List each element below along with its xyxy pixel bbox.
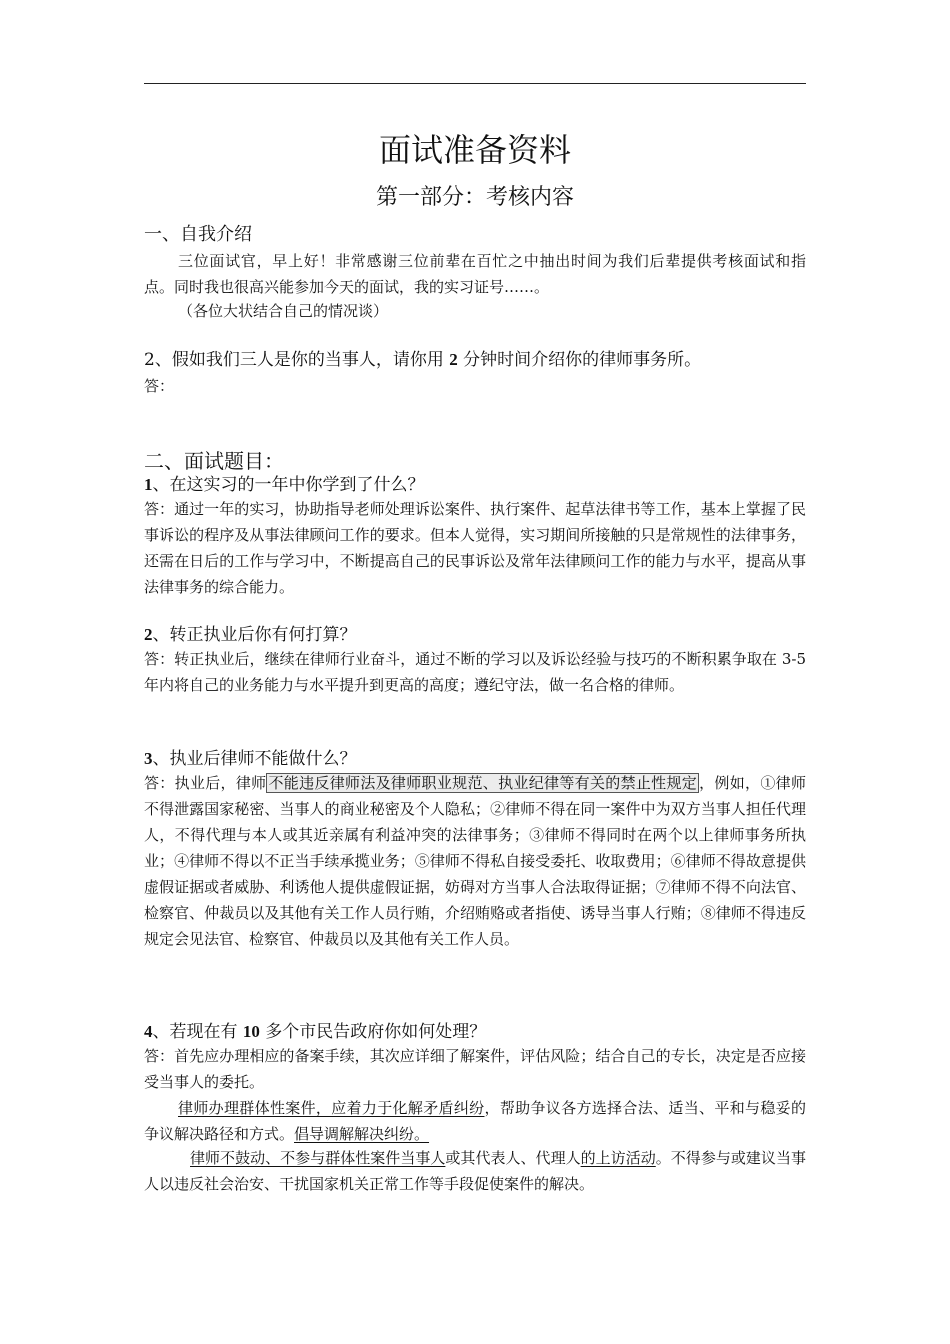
question-introduce-firm: 2、假如我们三人是你的当事人，请你用 2 分钟时间介绍你的律师事务所。 xyxy=(144,350,702,370)
answer-4-paragraph-2: 律师办理群体性案件，应着力于化解矛盾纠纷，帮助争议各方选择合法、适当、平和与稳妥的争议解决路径和方式。倡导调解解决纠纷。 xyxy=(144,1099,806,1143)
answer-1: 答：通过一年的实习，协助指导老师处理诉讼案件、执行案件、起草法律书等工作，基本上掌握了民事诉讼的程序及从事法律顾问工作的要求。但本人觉得，实习期间所接触的只是常规性的法律事务，还需在日后的工作与学习中，不断提高自己的民事诉讼及常年法律顾问工作的能力与水平，提高从事法律事务的综合能力。 xyxy=(144,500,806,596)
highlighted-phrase: 不能违反律师法及律师职业规范、执业纪律等有关的禁止性规定 xyxy=(268,774,698,792)
answer-4-paragraph-3: 律师不鼓动、不参与群体性案件当事人或其代表人、代理人的上访活动。不得参与或建议当事人以违反社会治安、干扰国家机关正常工作等手段促使案件的解决。 xyxy=(144,1149,806,1193)
answer-label: 答： xyxy=(144,377,175,395)
question-3: 3、执业后律师不能做什么？ xyxy=(144,749,357,769)
answer-4: 答：首先应办理相应的备案手续，其次应详细了解案件，评估风险；结合自己的专长，决定是否应接受当事人的委托。 xyxy=(144,1047,806,1091)
document-title: 面试准备资料 xyxy=(378,131,571,169)
question-4: 4、若现在有 10 多个市民告政府你如何处理？ xyxy=(144,1022,487,1042)
answer-3: 答：执业后，律师 不能违反律师法及律师职业规范、执业纪律等有关的禁止性规定 ，例如，①律师不得泄露国家秘密、当事人的商业秘密及个人隐私；②律师不得在同一案件中为双方当事人担任代理人，不得代理与本人或其近亲属有利益冲突的法律事务；③律师不得同时在两个以上律师事务所执业；④律师不得以不正当手续承揽业务；⑤律师不得私自接受委托、收取费用；⑥律师不得故意提供虚假证据或者威胁、利诱他人提供虚假证据，妨碍对方当事人合法取得证据；⑦律师不得不向法官、检察官、仲裁员以及其他有关工作人员行贿，介绍贿赂或者指使、诱导当事人行贿；⑧律师不得违反规定会见法官、检察官、仲裁员以及其他有关工作人员。 xyxy=(144,774,806,948)
answer-2: 答：转正执业后，继续在律师行业奋斗，通过不断的学习以及诉讼经验与技巧的不断积累争取在 3-5 年内将自己的业务能力与水平提升到更高的高度；遵纪守法，做一名合格的律师。 xyxy=(144,650,806,694)
section-self-intro-heading: 一、自我介绍 xyxy=(144,224,252,245)
document-subtitle: 第一部分：考核内容 xyxy=(375,185,574,210)
self-intro-note: （各位大状结合自己的情况谈） xyxy=(178,302,389,320)
header-rule xyxy=(144,83,806,84)
self-intro-text: 三位面试官，早上好！非常感谢三位前辈在百忙之中抽出时间为我们后辈提供考核面试和指点。同时我也很高兴能参加今天的面试，我的实习证号……。 xyxy=(144,252,806,296)
question-1: 1、在这实习的一年中你学到了什么？ xyxy=(144,475,425,495)
question-2: 2、转正执业后你有何打算？ xyxy=(144,625,357,645)
section-interview-questions-heading: 二、面试题目： xyxy=(144,449,284,473)
